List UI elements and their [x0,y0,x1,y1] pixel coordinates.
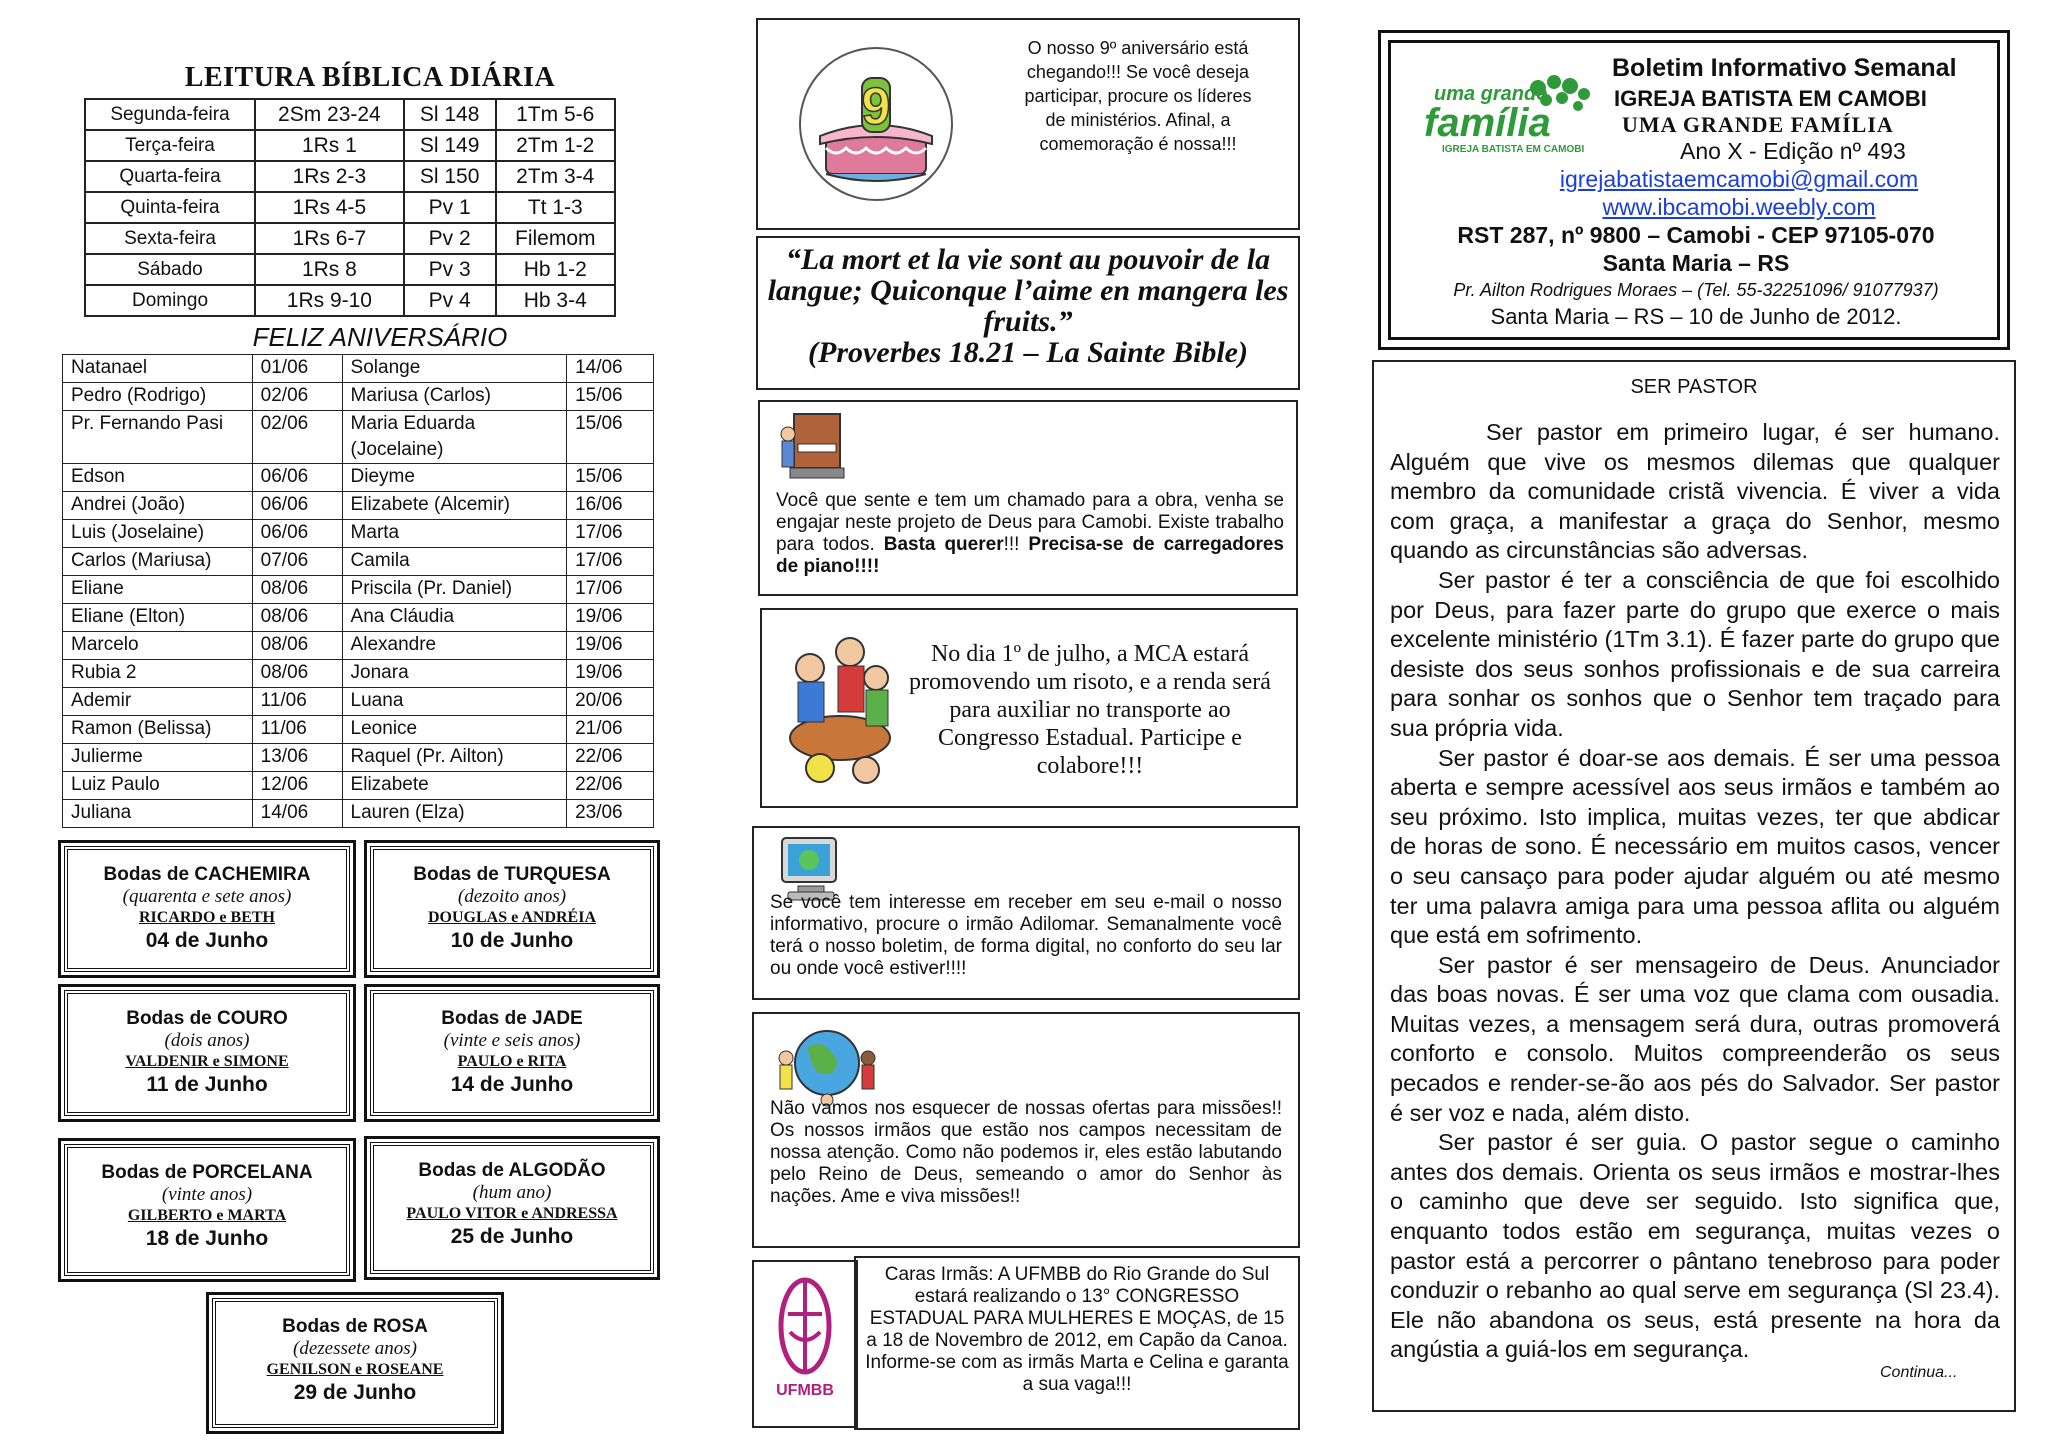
birthday-date: 13/06 [252,744,342,772]
birthday-name: Pedro (Rodrigo) [63,383,253,411]
reading-passage: Tt 1-3 [496,192,615,223]
piano-text-mid: !!! [1003,534,1029,555]
logo-text-line3: IGREJA BATISTA EM CAMOBI [1442,144,1585,155]
piano-text-emphasis: Basta querer [883,534,1004,555]
birthday-name: Marta [342,520,567,548]
birthday-title: FELIZ ANIVERSÁRIO [252,322,508,352]
birthday-date: 08/06 [252,576,342,604]
reading-passage: Pv 1 [404,192,496,223]
birthday-name: Edson [63,464,253,492]
reading-passage: 1Tm 5-6 [496,99,615,130]
piano-text-call: Precisa-se de carregadores de piano!!!! [776,534,1284,577]
bulletin-title: Boletim Informativo Semanal [1612,54,1957,82]
reading-row [85,285,615,316]
birthday-name: Luis (Joselaine) [63,520,253,548]
birthday-date: 23/06 [567,800,654,828]
boda-title: Bodas de TURQUESA [413,864,611,885]
ufmbb-logo-icon [776,1272,834,1380]
birthday-name: Maria Eduarda (Jocelaine) [342,411,567,464]
website-link[interactable]: www.ibcamobi.weebly.com [1602,194,1876,220]
reading-day: Sábado [85,254,255,285]
article-paragraph: Ser pastor é ser guia. O pastor segue o caminho antes dos demais. Orienta os seus irmãos e mostrar-lhes o caminho que deve ser seguido. Isto significa que, enquanto todos estão em segurança, muitas vezes o pastor está a percorrer o pântano tenebroso para poder conduzir o rebanho ao qual serve em segurança (Sl 23.4). Ele não abandona os seus, está presente na hora da angústia a guiá-los em segurança. [1390,1129,2000,1363]
boda-box-cachemira [64,846,350,972]
boda-date: 29 de Junho [293,1381,417,1404]
birthday-row [63,744,654,772]
reading-passage: 1Rs 6-7 [255,223,404,254]
boda-title: Bodas de COURO [126,1008,288,1029]
birthday-date: 19/06 [567,632,654,660]
boda-date: 25 de Junho [450,1225,574,1248]
boda-box-porcelana [64,1144,350,1276]
article-title: SER PASTOR [1630,376,1758,398]
boda-title: Bodas de CACHEMIRA [103,864,311,885]
boda-couple: PAULO e RITA [457,1053,567,1070]
quote-reference: (Proverbes 18.21 – La Sainte Bible) [808,336,1248,369]
boda-date: 04 de Junho [145,929,269,952]
reading-day: Quinta-feira [85,192,255,223]
birthday-date: 02/06 [252,411,342,464]
birthday-name: Eliane [63,576,253,604]
boda-date: 14 de Junho [450,1073,574,1096]
reading-table [84,98,616,317]
boda-box-rosa [212,1298,498,1428]
birthday-date: 01/06 [252,355,342,383]
boda-years: (vinte anos) [161,1184,253,1205]
birthday-name: Camila [342,548,567,576]
church-motto: UMA GRANDE FAMÍLIA [1622,112,1894,137]
birthday-name: Luiz Paulo [63,772,253,800]
birthday-date: 06/06 [252,464,342,492]
birthday-date: 22/06 [567,772,654,800]
reading-passage: Sl 149 [404,130,496,161]
birthday-name: Leonice [342,716,567,744]
birthday-date: 20/06 [567,688,654,716]
logo-dots-icon [1420,70,1600,160]
birthday-name: Luana [342,688,567,716]
birthday-name: Julierme [63,744,253,772]
birthday-date: 17/06 [567,576,654,604]
dinner-group-icon [780,618,896,794]
mca-text: No dia 1º de julho, a MCA estará promovendo um risoto, e a renda será para auxiliar no transporte ao Congresso Estadual. Participe e colabore!!! [909,641,1271,779]
birthday-name: Dieyme [342,464,567,492]
birthday-date: 15/06 [567,411,654,464]
birthday-date: 14/06 [567,355,654,383]
birthday-name: Carlos (Mariusa) [63,548,253,576]
reading-title: LEITURA BÍBLICA DIÁRIA [184,62,556,93]
article-paragraph: Ser pastor em primeiro lugar, é ser humano. Alguém que vive os mesmos dilemas que qualquer membro da comunidade cristã vivencia. É viver a vida com graça, a manifestar a graça do Senhor, mesmo quando as circunstâncias são adversas. [1390,419,2000,564]
boda-years: (dois anos) [164,1030,250,1051]
birthday-name: Alexandre [342,632,567,660]
piano-text-body: Você que sente e tem um chamado para a obra, venha se engajar neste projeto de Deus para Camobi. Existe trabalho para todos. [776,490,1284,555]
reading-passage: 2Tm 3-4 [496,161,615,192]
birthday-row [63,548,654,576]
ufmbb-label: UFMBB [776,1382,834,1399]
birthday-row [63,576,654,604]
birthday-date: 08/06 [252,660,342,688]
birthday-name: Ramon (Belissa) [63,716,253,744]
anniversary-text: O nosso 9º aniversário está chegando!!! Se você deseja participar, procure os líderes de ministérios. Afinal, a comemoração é nossa!!! [1024,38,1252,154]
reading-passage: Filemom [496,223,615,254]
boda-date: 18 de Junho [145,1227,269,1250]
birthday-date: 06/06 [252,492,342,520]
boda-title: Bodas de ALGODÃO [418,1160,606,1181]
birthday-cake-icon [786,44,966,204]
boda-box-algodao [370,1142,654,1274]
boda-years: (dezoito anos) [457,886,567,907]
birthday-date: 15/06 [567,383,654,411]
birthday-name: Rubia 2 [63,660,253,688]
boda-couple: RICARDO e BETH [138,909,275,926]
birthday-name: Juliana [63,800,253,828]
piano-mover-icon [774,404,860,490]
church-logo [1420,70,1600,160]
birthday-name: Eliane (Elton) [63,604,253,632]
birthday-date: 06/06 [252,520,342,548]
birthday-name: Natanael [63,355,253,383]
birthday-date: 16/06 [567,492,654,520]
reading-row [85,161,615,192]
article-continues: Continua... [1880,1364,1958,1381]
logo-text-line1: uma grande [1434,83,1548,105]
boda-date: 10 de Junho [450,929,574,952]
boda-box-jade [370,990,654,1116]
birthday-row [63,772,654,800]
birthday-name: Solange [342,355,567,383]
birthday-name: Raquel (Pr. Ailton) [342,744,567,772]
reading-row [85,223,615,254]
article-paragraph: Ser pastor é doar-se aos demais. É ser uma pessoa aberta e sempre acessível aos seus irmãos e também ao seu próximo. Isto implica, muitas vezes, ter que abdicar de horas de sono. É necessário em muitos casos, vencer o seu cansaço para poder ajudar alguém ou até mesmo ter uma palavra amiga para uma pessoa aflita ou alguém que está em sofrimento. [1390,744,2000,949]
reading-passage: 1Rs 2-3 [255,161,404,192]
article-paragraph: Ser pastor é ter a consciência de que foi escolhido por Deus, para fazer parte do grupo que exerce o mais excelente ministério (1Tm 3.1). É fazer parte do grupo que desiste dos seus sonhos profissionais e de sua carreira para sonhar os sonhos que o Senhor tem traçado para sua própria vida. [1390,566,2000,741]
birthday-date: 19/06 [567,660,654,688]
bulletin-date: Santa Maria – RS – 10 de Junho de 2012. [1490,304,1902,329]
birthday-row [63,604,654,632]
boda-couple: GILBERTO e MARTA [127,1207,287,1224]
boda-couple: GENILSON e ROSEANE [266,1361,444,1378]
reading-passage: Sl 148 [404,99,496,130]
reading-day: Segunda-feira [85,99,255,130]
birthday-date: 19/06 [567,604,654,632]
reading-passage: Sl 150 [404,161,496,192]
birthday-row [63,383,654,411]
birthday-row [63,716,654,744]
email-link[interactable]: igrejabatistaemcamobi@gmail.com [1559,166,1919,192]
birthday-date: 11/06 [252,688,342,716]
birthday-name: Marcelo [63,632,253,660]
world-missions-icon [772,1018,882,1108]
address: RST 287, nº 9800 – Camobi - CEP 97105-070 [1457,222,1935,248]
reading-row [85,99,615,130]
city: Santa Maria – RS [1602,250,1790,276]
birthday-name: Mariusa (Carlos) [342,383,567,411]
boda-title: Bodas de JADE [441,1008,583,1029]
email-note-text: Se você tem interesse em receber em seu e-mail o nosso informativo, procure o irmão Adilomar. Semanalmente você terá o nosso boletim, de forma digital, no conforto do seu lar ou onde você estiver!!!! [770,892,1282,979]
pastor-contact: Pr. Ailton Rodrigues Moraes – (Tel. 55-32251096/ 91077937) [1453,280,1939,300]
boda-years: (vinte e seis anos) [443,1030,581,1051]
birthday-row [63,464,654,492]
reading-passage: 1Rs 1 [255,130,404,161]
cake-number: 9 [861,78,891,136]
reading-row [85,192,615,223]
article-paragraph: Ser pastor é ser mensageiro de Deus. Anunciador das boas novas. É ser uma voz que clama com ousadia. Muitas vezes, a mensagem será dura, outras promoverá conforto e consolo. Muitos compreenderão os seus pecados e render-se-ão aos pés do Salvador. Ser pastor é ser voz e nada, além disto. [1390,951,2000,1126]
birthday-row [63,520,654,548]
boda-years: (dezessete anos) [293,1338,417,1359]
birthday-row [63,411,654,464]
birthday-name: Elizabete (Alcemir) [342,492,567,520]
reading-passage: 2Sm 23-24 [255,99,404,130]
birthday-row [63,492,654,520]
reading-day: Terça-feira [85,130,255,161]
birthday-date: 12/06 [252,772,342,800]
boda-box-couro [64,990,350,1116]
boda-couple: VALDENIR e SIMONE [125,1053,289,1070]
birthday-name: Elizabete [342,772,567,800]
birthday-date: 02/06 [252,383,342,411]
birthday-row [63,355,654,383]
birthday-name: Ademir [63,688,253,716]
reading-passage: 2Tm 1-2 [496,130,615,161]
birthday-name: Priscila (Pr. Daniel) [342,576,567,604]
reading-passage: 1Rs 9-10 [255,285,404,316]
birthday-date: 08/06 [252,632,342,660]
birthday-date: 07/06 [252,548,342,576]
reading-day: Sexta-feira [85,223,255,254]
birthday-date: 08/06 [252,604,342,632]
piano-text [776,490,1284,578]
reading-day: Quarta-feira [85,161,255,192]
birthday-date: 17/06 [567,520,654,548]
reading-passage: Pv 3 [404,254,496,285]
boda-box-turquesa [370,846,654,972]
reading-passage: Pv 4 [404,285,496,316]
boda-couple: PAULO VITOR e ANDRESSA [406,1205,618,1222]
ufmbb-text: Caras Irmãs: A UFMBB do Rio Grande do Sul estará realizando o 13° CONGRESSO ESTADUAL PARA MULHERES E MOÇAS, de 15 a 18 de Novembro de 2012, em Capão da Canoa. Informe-se com as irmãs Marta e Celina e garanta a sua vaga!!! [865,1264,1289,1395]
reading-passage: Pv 2 [404,223,496,254]
boda-years: (quarenta e sete anos) [122,886,292,907]
birthday-date: 17/06 [567,548,654,576]
boda-years: (hum ano) [472,1182,552,1203]
birthday-row [63,688,654,716]
boda-date: 11 de Junho [146,1073,268,1096]
birthday-date: 14/06 [252,800,342,828]
church-name: IGREJA BATISTA EM CAMOBI [1614,86,1927,111]
reading-passage: 1Rs 4-5 [255,192,404,223]
birthday-date: 21/06 [567,716,654,744]
birthday-name: Lauren (Elza) [342,800,567,828]
reading-day: Domingo [85,285,255,316]
reading-row [85,254,615,285]
birthday-name: Andrei (João) [63,492,253,520]
reading-passage: Hb 3-4 [496,285,615,316]
boda-couple: DOUGLAS e ANDRÉIA [427,909,596,926]
birthday-date: 22/06 [567,744,654,772]
birthday-name: Ana Cláudia [342,604,567,632]
article-body [1390,418,2000,1365]
boda-title: Bodas de PORCELANA [101,1162,313,1183]
reading-row [85,130,615,161]
birthday-name: Jonara [342,660,567,688]
birthday-date: 15/06 [567,464,654,492]
birthday-row [63,660,654,688]
quote-text [764,244,1292,368]
birthday-name: Pr. Fernando Pasi [63,411,253,464]
birthday-row [63,632,654,660]
birthday-row [63,800,654,828]
missions-text: Não vamos nos esquecer de nossas ofertas para missões!! Os nossos irmãos que estão nos campos necessitam de nossa atenção. Como não podemos ir, eles estão labutando pelo Reino de Deus, semeando o amor do Senhor às nações. Ame e viva missões!! [770,1098,1282,1207]
reading-passage: Hb 1-2 [496,254,615,285]
birthday-table [62,354,654,828]
logo-text-line2: família [1424,101,1551,145]
boda-title: Bodas de ROSA [282,1316,428,1337]
reading-passage: 1Rs 8 [255,254,404,285]
quote-line: “La mort et la vie sont au pouvoir de la langue; Quiconque l’aime en mangera les fruits.” [767,243,1289,338]
birthday-date: 11/06 [252,716,342,744]
edition: Ano X - Edição nº 493 [1680,138,1906,164]
